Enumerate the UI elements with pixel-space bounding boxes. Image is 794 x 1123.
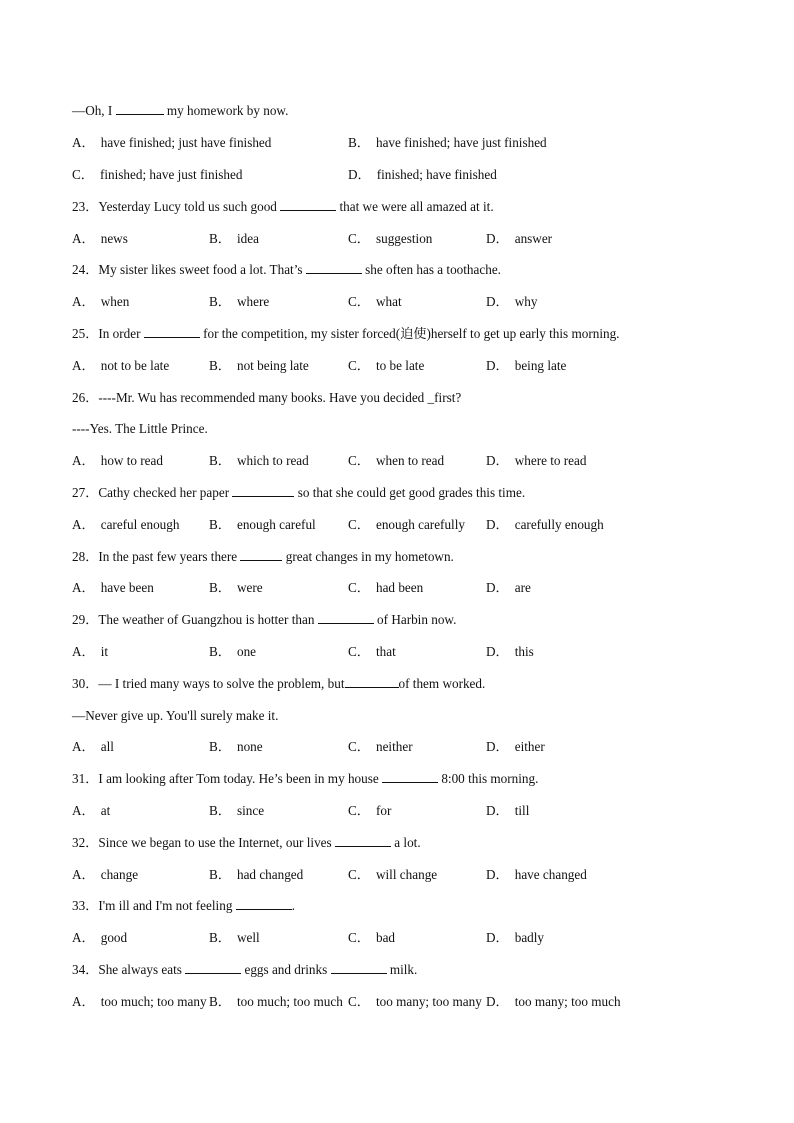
option-b: B． one: [209, 644, 257, 659]
question-text: 25．In order: [72, 326, 141, 341]
option-d: D． are: [486, 580, 531, 595]
option-b: B． too much; too much: [209, 994, 343, 1009]
question-text: 34．She always eats: [72, 962, 182, 977]
option-c: C． had been: [348, 580, 424, 595]
option-b: B． had changed: [209, 867, 304, 882]
question-text: of Harbin now.: [377, 612, 457, 627]
option-c: C． neither: [348, 739, 413, 754]
option-b: B． well: [209, 930, 260, 945]
question-22-options-row-2: [72, 167, 752, 183]
option-a: A． careful enough: [72, 517, 180, 532]
option-a: A． have been: [72, 580, 154, 595]
question-30-options: [72, 739, 752, 755]
question-32-options: [72, 867, 752, 883]
option-d: D． this: [486, 644, 534, 659]
option-c: C． when to read: [348, 453, 445, 468]
question-text: ----Yes. The Little Prince.: [72, 421, 208, 436]
option-a: A． it: [72, 644, 109, 659]
answer-blank: [116, 103, 164, 115]
question-text: —Never give up. You'll surely make it.: [72, 708, 279, 723]
question-27-stem: [72, 485, 525, 501]
answer-blank: [382, 771, 438, 783]
question-31-options: [72, 803, 752, 819]
option-d: D． have changed: [486, 867, 587, 882]
question-text: so that she could get good grades this time.: [297, 485, 526, 500]
question-25-stem: [72, 326, 619, 342]
question-30-stem: [72, 676, 485, 692]
option-d: D． till: [486, 803, 530, 818]
option-c: C． bad: [348, 930, 396, 945]
option-c: C． will change: [348, 867, 438, 882]
question-22-line: [72, 103, 288, 119]
option-c: C． too many; too many: [348, 994, 482, 1009]
question-text: a lot.: [394, 835, 421, 850]
option-d: D． either: [486, 739, 545, 754]
question-30-reply: [72, 708, 278, 724]
answer-blank: [240, 549, 282, 561]
question-28-stem: [72, 549, 454, 565]
option-a: A． change: [72, 867, 139, 882]
option-d: D． being late: [486, 358, 567, 373]
question-text: great changes in my hometown.: [285, 549, 454, 564]
option-a: A． all: [72, 739, 114, 754]
option-b: B． none: [209, 739, 263, 754]
option-b: B． have finished; have just finished: [348, 135, 547, 150]
question-text: 33．I'm ill and I'm not feeling: [72, 898, 233, 913]
answer-blank: [335, 835, 391, 847]
answer-blank: [232, 485, 294, 497]
answer-blank: [144, 326, 200, 338]
option-d: D． finished; have finished: [348, 167, 497, 182]
option-a: A． at: [72, 803, 111, 818]
option-a: A． too much; too many: [72, 994, 207, 1009]
answer-blank: [318, 612, 374, 624]
question-29-options: [72, 644, 752, 660]
option-c: C． suggestion: [348, 231, 433, 246]
question-33-stem: [72, 898, 295, 914]
question-23-options: [72, 231, 752, 247]
option-d: D． too many; too much: [486, 994, 621, 1009]
question-32-stem: [72, 835, 421, 851]
question-text: eggs and drinks: [244, 962, 328, 977]
question-33-options: [72, 930, 752, 946]
question-text: .: [291, 898, 296, 913]
option-d: D． badly: [486, 930, 545, 945]
question-26-reply: [72, 421, 208, 437]
option-a: A． not to be late: [72, 358, 170, 373]
option-c: C． enough carefully: [348, 517, 465, 532]
option-d: D． why: [486, 294, 538, 309]
option-c: C． what: [348, 294, 402, 309]
question-22-options-row-1: [72, 135, 752, 151]
option-b: B． which to read: [209, 453, 309, 468]
question-27-options: [72, 517, 752, 533]
question-text: 28．In the past few years there: [72, 549, 238, 564]
question-text: 31．I am looking after Tom today. He’s been in my house: [72, 771, 379, 786]
question-28-options: [72, 580, 752, 596]
option-a: A． news: [72, 231, 128, 246]
option-b: B． where: [209, 294, 270, 309]
question-text: 27．Cathy checked her paper: [72, 485, 230, 500]
answer-blank: [185, 962, 241, 974]
question-text: 32．Since we began to use the Internet, our lives: [72, 835, 332, 850]
question-34-stem: [72, 962, 417, 978]
option-d: D． where to read: [486, 453, 587, 468]
option-b: B． idea: [209, 231, 259, 246]
option-d: D． carefully enough: [486, 517, 604, 532]
question-34-options: [72, 994, 752, 1010]
option-b: B． were: [209, 580, 263, 595]
question-text: 29．The weather of Guangzhou is hotter than: [72, 612, 315, 627]
question-31-stem: [72, 771, 538, 787]
question-24-options: [72, 294, 752, 310]
option-a: A． how to read: [72, 453, 163, 468]
answer-blank: [306, 262, 362, 274]
question-text: she often has a toothache.: [365, 262, 501, 277]
question-text: of them worked.: [398, 676, 486, 691]
question-text: —Oh, I: [72, 103, 113, 118]
option-a: A． have finished; just have finished: [72, 135, 272, 150]
option-c: C． finished; have just finished: [72, 167, 243, 182]
question-text: that we were all amazed at it.: [339, 199, 494, 214]
question-text: 24．My sister likes sweet food a lot. That’s: [72, 262, 303, 277]
question-text: 8:00 this morning.: [441, 771, 539, 786]
question-text: 26．----Mr. Wu has recommended many books. Have you decided _first?: [72, 390, 462, 405]
option-b: B． since: [209, 803, 265, 818]
option-c: C． for: [348, 803, 392, 818]
question-26-stem: [72, 390, 461, 406]
option-d: D． answer: [486, 231, 553, 246]
question-24-stem: [72, 262, 501, 278]
option-a: A． good: [72, 930, 128, 945]
answer-blank: [236, 898, 292, 910]
question-text: 30．— I tried many ways to solve the problem, but: [72, 676, 345, 691]
question-text: my homework by now.: [166, 103, 289, 118]
option-b: B． not being late: [209, 358, 309, 373]
option-c: C． that: [348, 644, 396, 659]
option-b: B． enough careful: [209, 517, 316, 532]
option-a: A． when: [72, 294, 130, 309]
answer-blank: [345, 676, 399, 688]
option-c: C． to be late: [348, 358, 425, 373]
question-text: 23．Yesterday Lucy told us such good: [72, 199, 277, 214]
question-text: for the competition, my sister forced(迫使)herself to get up early this morning.: [203, 326, 620, 341]
question-29-stem: [72, 612, 456, 628]
question-text: milk.: [389, 962, 418, 977]
answer-blank: [280, 199, 336, 211]
question-23-stem: [72, 199, 494, 215]
question-25-options: [72, 358, 752, 374]
question-26-options: [72, 453, 752, 469]
answer-blank: [331, 962, 387, 974]
